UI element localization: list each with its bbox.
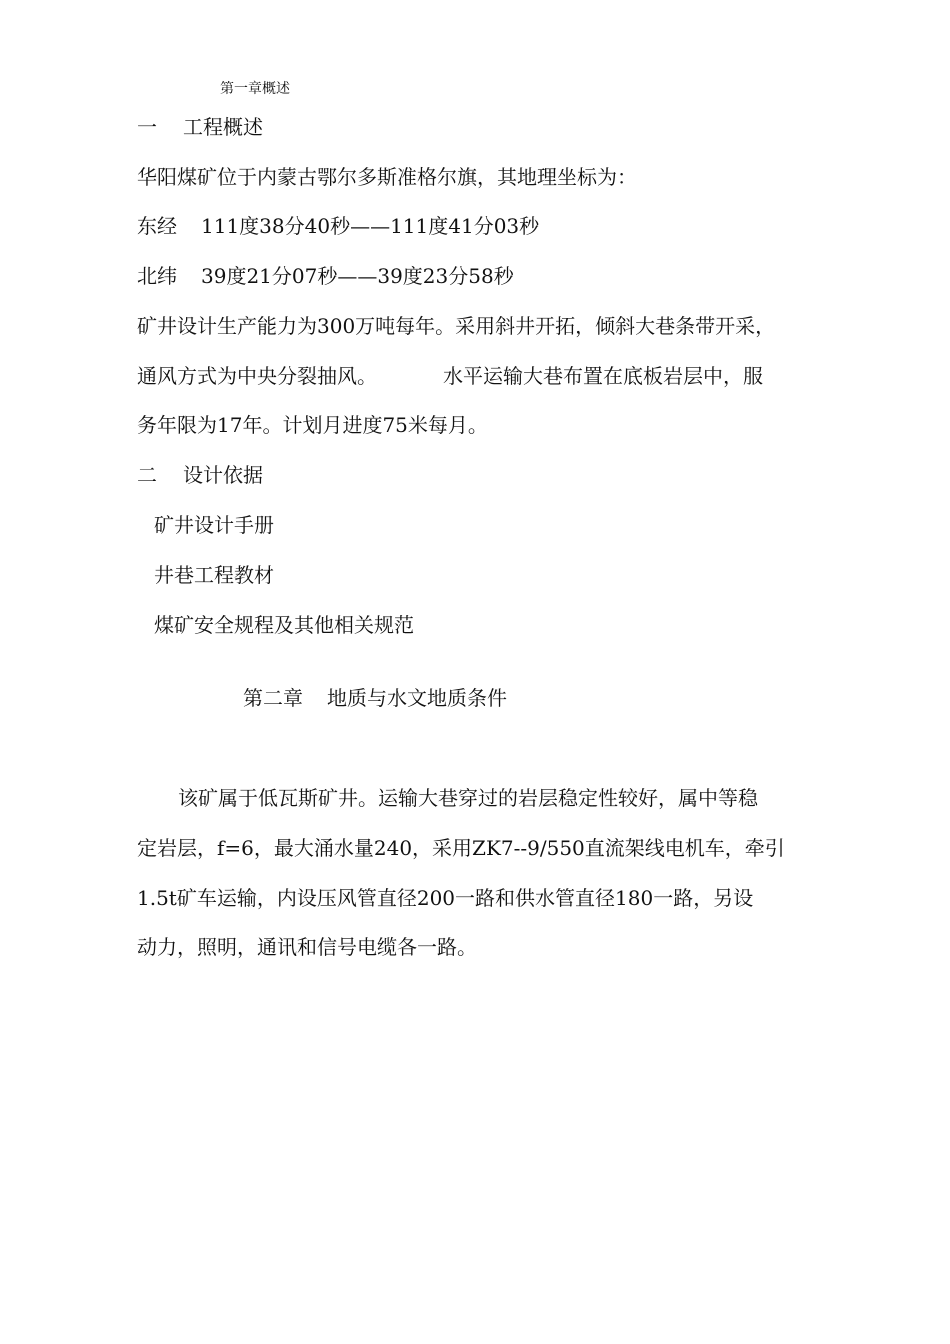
description-line-3: 务年限为17年。计划月进度75米每月。 <box>137 413 488 437</box>
longitude-value: 111度38分40秒——111度41分03秒 <box>201 214 540 238</box>
description-line-1: 矿井设计生产能力为300万吨每年。采用斜井开拓，倾斜大巷条带开采， <box>137 314 776 338</box>
section1-heading-row <box>137 115 263 139</box>
geology-paragraph-line: 定岩层，f=6，最大涌水量240，采用ZK7--9/550直流架线电机车，牵引 <box>137 836 785 860</box>
description-line-2b: 水平运输大巷布置在底板岩层中，服 <box>443 364 763 388</box>
description-line-2a: 通风方式为中央分裂抽风。 <box>137 364 377 388</box>
chapter2-heading <box>243 686 507 710</box>
section2-heading-row <box>137 463 263 487</box>
reference-item: 矿井设计手册 <box>154 513 274 537</box>
latitude-value: 39度21分07秒——39度23分58秒 <box>201 264 514 288</box>
description-line-2 <box>137 364 763 388</box>
location-text: 华阳煤矿位于内蒙古鄂尔多斯准格尔旗，其地理坐标为： <box>137 165 637 189</box>
reference-item: 井巷工程教材 <box>154 563 274 587</box>
geology-paragraph-line: 该矿属于低瓦斯矿井。运输大巷穿过的岩层稳定性较好，属中等稳 <box>178 786 758 810</box>
section2-number: 二 <box>137 463 157 487</box>
reference-item: 煤矿安全规程及其他相关规范 <box>154 613 414 637</box>
longitude-row <box>137 214 539 238</box>
chapter2-number: 第二章 <box>243 686 303 710</box>
latitude-row <box>137 264 514 288</box>
longitude-label: 东经 <box>137 214 177 238</box>
chapter2-title: 地质与水文地质条件 <box>327 686 507 710</box>
section1-heading: 工程概述 <box>183 115 263 139</box>
section1-number: 一 <box>137 115 157 139</box>
chapter1-title: 第一章概述 <box>220 81 290 97</box>
latitude-label: 北纬 <box>137 264 177 288</box>
section2-heading: 设计依据 <box>183 463 263 487</box>
geology-paragraph-line: 1.5t矿车运输，内设压风管直径200一路和供水管直径180一路，另设 <box>137 886 754 910</box>
geology-paragraph-line: 动力，照明，通讯和信号电缆各一路。 <box>137 935 477 959</box>
